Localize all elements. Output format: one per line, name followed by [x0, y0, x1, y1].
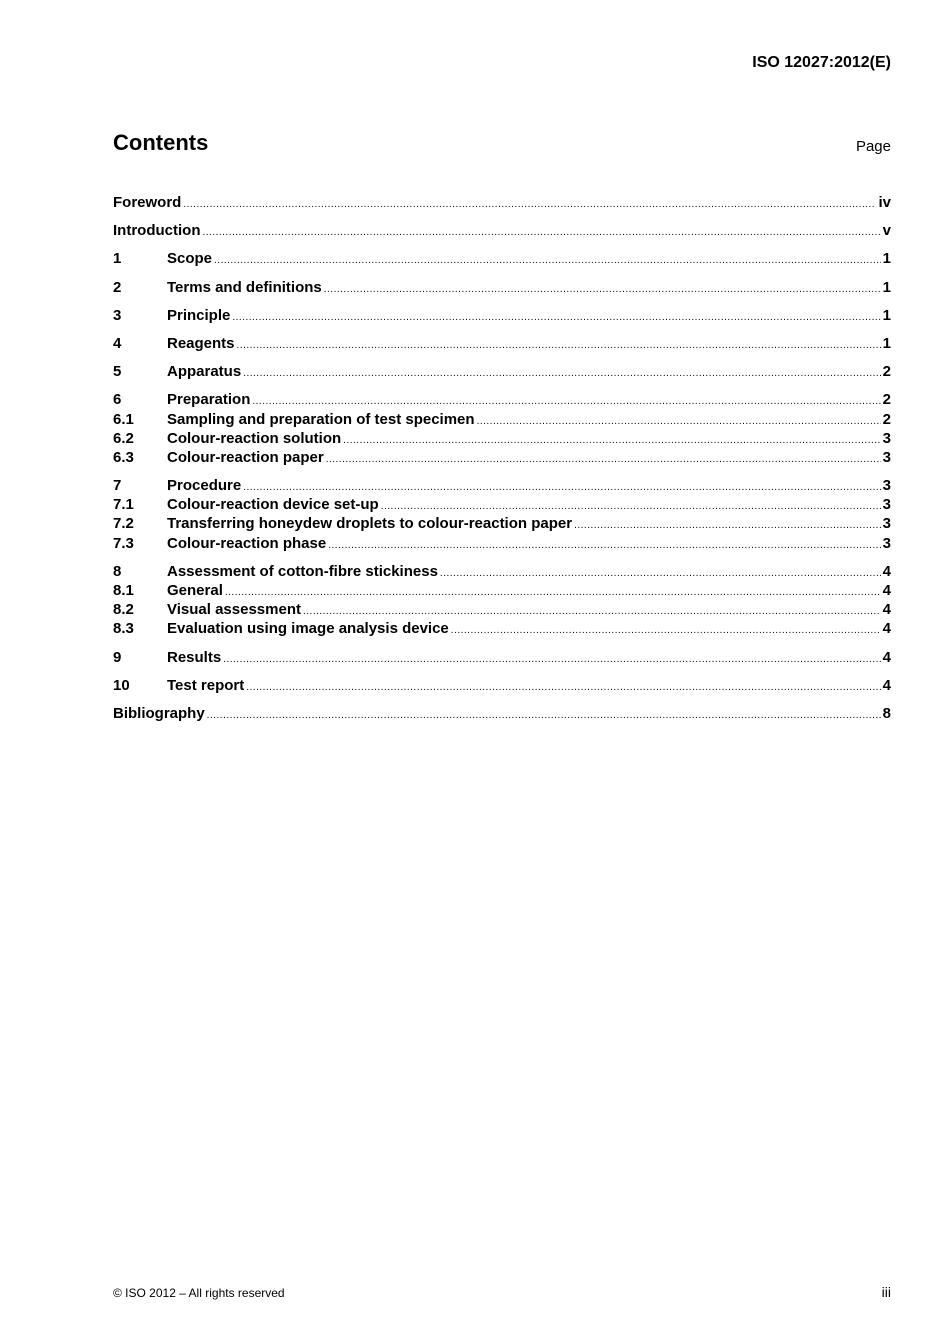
dot-leader	[440, 564, 881, 583]
toc-page: 3	[882, 448, 891, 466]
toc-entry[interactable]	[113, 221, 891, 240]
toc-page: 3	[882, 534, 891, 552]
toc-page: 2	[882, 391, 891, 409]
toc-number: 6	[113, 391, 122, 409]
toc-page: 3	[882, 429, 891, 447]
dot-leader	[232, 308, 880, 327]
dot-leader	[451, 621, 881, 640]
toc-number: 8.3	[113, 620, 134, 638]
toc-page: 4	[882, 620, 891, 638]
toc-title: Principle	[167, 306, 231, 324]
toc-title: Apparatus	[167, 363, 242, 381]
toc-entry[interactable]	[113, 562, 891, 581]
dot-leader	[574, 516, 881, 535]
dot-leader	[328, 536, 880, 555]
toc-title: Test report	[167, 676, 245, 694]
toc-entry[interactable]	[113, 476, 891, 495]
toc-number: 3	[113, 306, 122, 324]
dot-leader	[237, 336, 881, 355]
toc-entry[interactable]	[113, 619, 891, 638]
toc-page: 3	[882, 515, 891, 533]
toc-entry[interactable]	[113, 362, 891, 381]
dot-leader	[477, 412, 881, 431]
toc-page: 1	[882, 250, 891, 268]
toc-title: Bibliography	[113, 704, 205, 722]
toc-number: 7.2	[113, 515, 134, 533]
toc-page: 4	[882, 601, 891, 619]
toc-entry[interactable]	[113, 249, 891, 268]
toc-title: Visual assessment	[167, 601, 301, 619]
toc-number: 6.2	[113, 429, 134, 447]
toc-number: 7.1	[113, 496, 134, 514]
contents-title: Contents	[113, 130, 209, 155]
toc-page: 2	[882, 363, 891, 381]
toc-entry[interactable]	[113, 581, 891, 600]
toc-number: 4	[113, 334, 122, 352]
toc-number: 10	[113, 676, 130, 694]
toc-page: 4	[882, 648, 891, 666]
toc-number: 7.3	[113, 534, 134, 552]
toc-number: 1	[113, 250, 122, 268]
toc-page: 4	[882, 582, 891, 599]
toc-title: Procedure	[167, 477, 242, 495]
toc-entry[interactable]	[113, 495, 891, 514]
dot-leader	[246, 678, 880, 697]
toc-number: 5	[113, 363, 122, 381]
toc-page: 8	[882, 704, 891, 722]
dot-leader	[207, 706, 881, 725]
dot-leader	[343, 431, 880, 450]
toc-entry[interactable]	[113, 334, 891, 353]
toc-title: Foreword	[113, 194, 182, 211]
toc-entry[interactable]	[113, 534, 891, 553]
toc-number: 6.1	[113, 410, 134, 428]
toc-title: Transferring honeydew droplets to colour-reaction paper	[167, 515, 573, 533]
toc-title: Assessment of cotton-fibre stickiness	[167, 562, 438, 580]
toc-page: iv	[878, 194, 891, 211]
toc-entry[interactable]	[113, 676, 891, 695]
toc-title: General	[167, 582, 223, 599]
toc-title: Results	[167, 648, 222, 666]
dot-leader	[214, 251, 881, 270]
toc-number: 2	[113, 278, 122, 296]
toc-page: 3	[882, 496, 891, 514]
toc-entry[interactable]	[113, 429, 891, 448]
toc-number: 6.3	[113, 448, 134, 466]
toc-title: Reagents	[167, 334, 235, 352]
toc-page: 1	[882, 334, 891, 352]
toc-title: Terms and definitions	[167, 278, 322, 296]
toc-entry[interactable]	[113, 278, 891, 297]
toc-entry[interactable]	[113, 448, 891, 467]
dot-leader	[183, 195, 876, 214]
toc-page: v	[882, 222, 891, 240]
toc-number: 7	[113, 477, 122, 495]
footer-page-number: iii	[881, 1284, 891, 1300]
dot-leader	[324, 280, 881, 299]
dot-leader	[243, 364, 880, 383]
toc-entry[interactable]	[113, 514, 891, 533]
toc-entry[interactable]	[113, 193, 891, 212]
dot-leader	[202, 223, 880, 242]
toc-title: Scope	[167, 250, 213, 268]
toc-page: 1	[882, 278, 891, 296]
toc-title: Colour-reaction paper	[167, 448, 324, 466]
toc-page: 4	[882, 562, 891, 580]
dot-leader	[225, 583, 881, 602]
toc-number: 8	[113, 562, 122, 580]
toc-entry[interactable]	[113, 306, 891, 325]
toc-number: 9	[113, 648, 122, 666]
toc-entry[interactable]	[113, 600, 891, 619]
dot-leader	[326, 450, 881, 469]
toc-page: 4	[882, 676, 891, 694]
toc-entry[interactable]	[113, 410, 891, 429]
toc-title: Introduction	[113, 222, 201, 240]
toc-entry[interactable]	[113, 704, 891, 723]
toc-title: Sampling and preparation of test specimen	[167, 410, 475, 428]
document-id: ISO 12027:2012(E)	[752, 54, 891, 71]
toc-page: 2	[882, 410, 891, 428]
toc-number: 8.1	[113, 582, 134, 599]
toc-title: Evaluation using image analysis device	[167, 620, 449, 638]
dot-leader	[223, 650, 880, 669]
toc-title: Colour-reaction solution	[167, 429, 342, 447]
toc-entry[interactable]	[113, 648, 891, 667]
toc-title: Colour-reaction phase	[167, 534, 327, 552]
toc-page: 3	[882, 477, 891, 495]
table-of-contents	[113, 184, 891, 723]
toc-entry[interactable]	[113, 390, 891, 409]
footer-copyright: © ISO 2012 – All rights reserved	[113, 1286, 285, 1300]
toc-number: 8.2	[113, 601, 134, 619]
toc-page: 1	[882, 306, 891, 324]
toc-title: Preparation	[167, 391, 251, 409]
page-column-label: Page	[855, 138, 891, 155]
toc-title: Colour-reaction device set-up	[167, 496, 379, 514]
